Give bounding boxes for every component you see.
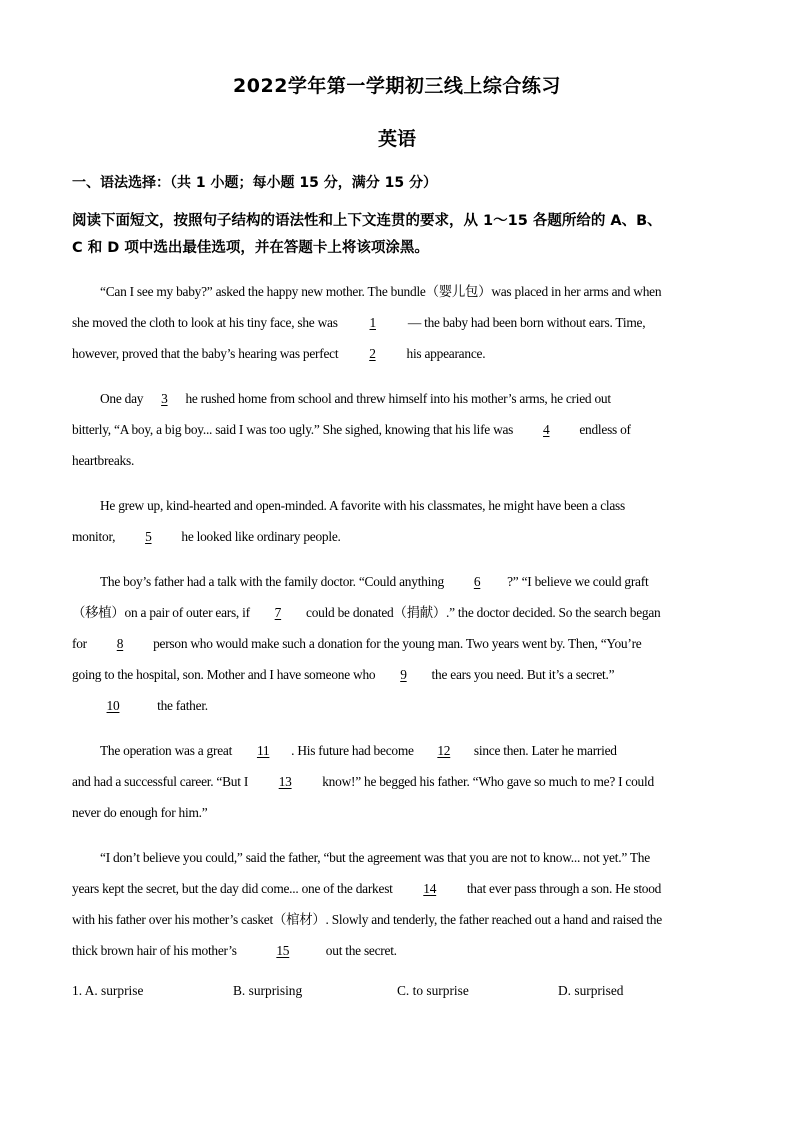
passage-paragraph-2 — [72, 383, 724, 476]
text-run: （移植）on a pair of outer ears, if — [72, 605, 253, 620]
blank-6: 6 — [473, 574, 481, 589]
text-run: The boy’s father had a talk with the family doctor. “Could anything — [100, 574, 448, 589]
passage-line: He grew up, kind-hearted and open-minded. A favorite with his classmates, he might have been a class — [100, 498, 625, 513]
reading-passage — [72, 276, 724, 980]
text-run: years kept the secret, but the day did come... one of the darkest — [72, 881, 396, 896]
passage-line — [72, 873, 724, 904]
subject-title: 英语 — [377, 128, 416, 150]
passage-line — [72, 628, 724, 659]
text-run: — the baby had been born without ears. Time, — [404, 315, 646, 330]
section-heading: 一、语法选择：（共 1 小题；每小题 15 分，满分 15 分） — [72, 175, 437, 191]
blank-10: 10 — [106, 698, 120, 713]
blank-7: 7 — [274, 605, 282, 620]
blank-9: 9 — [400, 667, 407, 682]
passage-paragraph-1 — [72, 276, 724, 369]
text-run: he rushed home from school and threw himself into his mother’s arms, he cried out — [182, 391, 611, 406]
text-run: going to the hospital, son. Mother and I have someone who — [72, 667, 379, 682]
exam-title: 2022学年第一学期初三线上综合练习 — [233, 75, 561, 97]
passage-line — [72, 521, 724, 552]
instruction-line: 阅读下面短文，按照句子结构的语法性和上下文连贯的要求，从 1～15 各题所给的 A、B、 — [72, 213, 662, 229]
passage-line — [72, 597, 724, 628]
passage-line: “I don’t believe you could,” said the father, “but the agreement was that you are not to know... not yet.” The — [100, 850, 650, 865]
text-run: however, proved that the baby’s hearing was perfect — [72, 346, 342, 361]
passage-line — [72, 566, 724, 597]
text-run: thick brown hair of his mother’s — [72, 943, 240, 958]
passage-line — [72, 659, 724, 690]
text-run: since then. Later he married — [470, 743, 617, 758]
blank-3: 3 — [161, 391, 168, 406]
passage-line — [72, 383, 724, 414]
text-run: he looked like ordinary people. — [178, 529, 341, 544]
text-run: The operation was a great — [100, 743, 236, 758]
passage-paragraph-3 — [72, 490, 724, 552]
passage-line: “Can I see my baby?” asked the happy new mother. The bundle（婴儿包）was placed in her arms and when — [100, 284, 662, 299]
text-run: his appearance. — [403, 346, 486, 361]
text-run: she moved the cloth to look at his tiny face, she was — [72, 315, 341, 330]
blank-2: 2 — [369, 346, 376, 361]
text-run: and had a successful career. “But I — [72, 774, 252, 789]
text-run: for — [72, 636, 90, 651]
text-run: know!” he begged his father. “Who gave so much to me? I could — [319, 774, 654, 789]
passage-line: heartbreaks. — [72, 453, 135, 468]
blank-13: 13 — [278, 774, 292, 789]
passage-paragraph-5 — [72, 735, 724, 828]
instruction-line: C 和 D 项中选出最佳选项，并在答题卡上将该项涂黑。 — [72, 240, 429, 256]
blank-12: 12 — [437, 743, 451, 758]
text-run: could be donated（捐献）.” the doctor decided. So the search began — [302, 605, 661, 620]
passage-line — [72, 414, 724, 445]
option-b: B. surprising — [233, 983, 303, 998]
text-run: out the secret. — [325, 943, 397, 958]
option-c: C. to surprise — [397, 983, 469, 998]
option-a: 1. A. surprise — [72, 983, 144, 998]
passage-paragraph-4 — [72, 566, 724, 721]
text-run: . His future had become — [291, 743, 417, 758]
passage-line: never do enough for him.” — [72, 805, 208, 820]
passage-line — [72, 690, 724, 721]
text-run: One day — [100, 391, 147, 406]
passage-line — [72, 307, 724, 338]
blank-5: 5 — [145, 529, 152, 544]
text-run: person who would make such a donation for the young man. Two years went by. Then, “You’re — [149, 636, 642, 651]
passage-line — [72, 735, 724, 766]
passage-line — [72, 338, 724, 369]
passage-line — [72, 935, 724, 966]
blank-11: 11 — [256, 743, 270, 758]
text-run: ?” “I believe we could graft — [507, 574, 649, 589]
blank-14: 14 — [423, 881, 437, 896]
text-run: the ears you need. But it’s a secret.” — [428, 667, 615, 682]
blank-15: 15 — [276, 943, 290, 958]
blank-4: 4 — [543, 422, 550, 437]
blank-1: 1 — [369, 315, 376, 330]
option-d: D. surprised — [558, 983, 624, 998]
text-run: endless of — [576, 422, 631, 437]
text-run: the father. — [154, 698, 208, 713]
text-run: bitterly, “A boy, a big boy... said I was too ugly.” She sighed, knowing that his life was — [72, 422, 517, 437]
blank-8: 8 — [116, 636, 124, 651]
passage-paragraph-6 — [72, 842, 724, 966]
passage-line — [72, 766, 724, 797]
section-instructions — [72, 208, 722, 262]
text-run: monitor, — [72, 529, 119, 544]
passage-line: with his father over his mother’s casket（棺材）. Slowly and tenderly, the father reached out a hand and raised the — [72, 912, 662, 927]
text-run: that ever pass through a son. He stood — [463, 881, 662, 896]
